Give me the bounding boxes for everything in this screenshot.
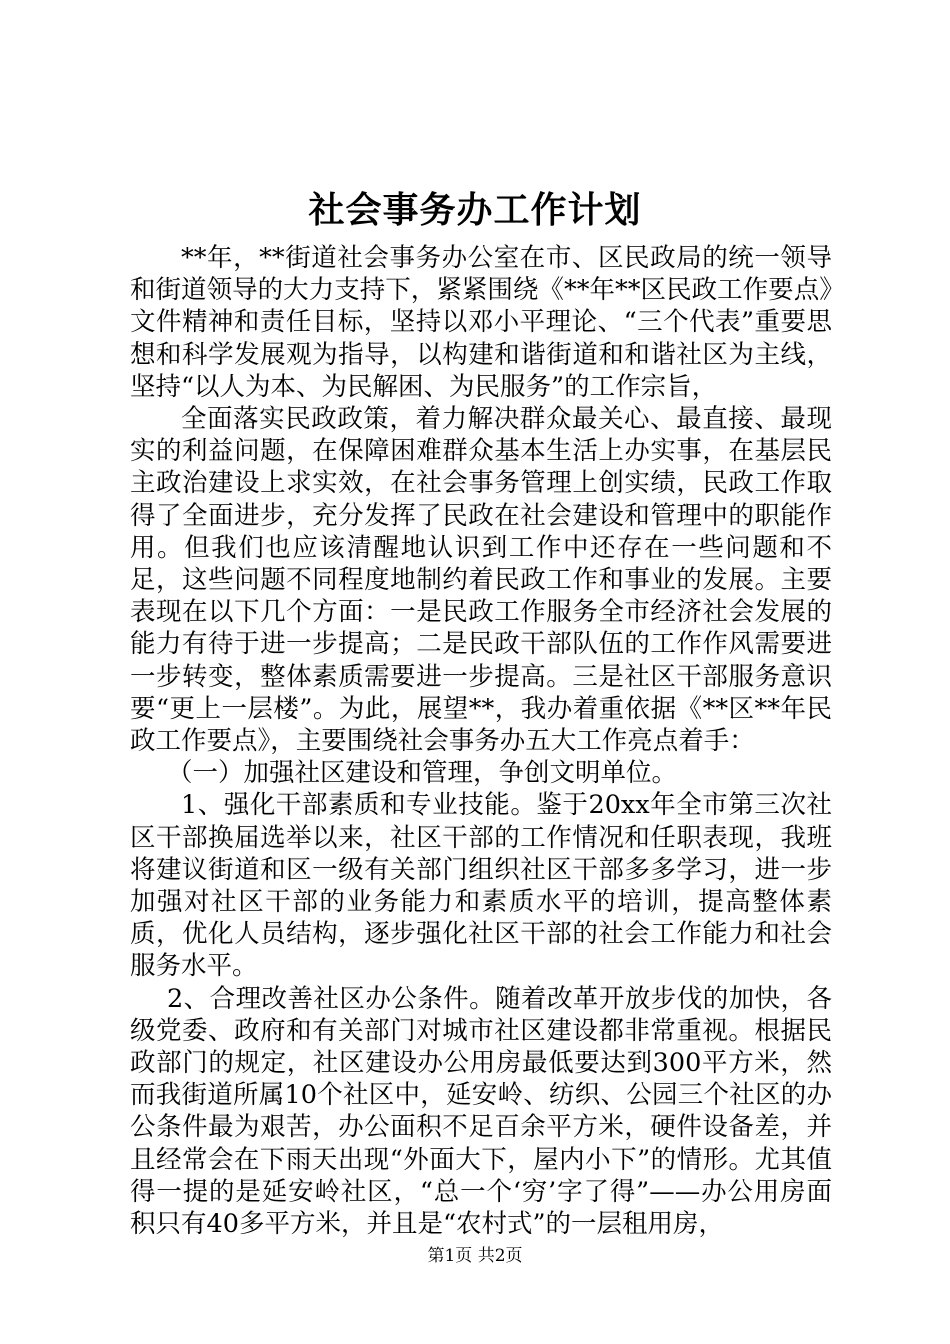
page-footer: 第1页 共2页 — [427, 1246, 523, 1266]
document-title: 社会事务办工作计划 — [308, 189, 642, 231]
paragraph-item-2: 2、合理改善社区办公条件。随着改革开放步伐的加快，各级党委、政府和有关部门对城市社区建设都非常重视。根据民政部门的规定，社区建设办公用房最低要达到300平方米，然而我街道所属10个社区中，延安岭、纺织、公园三个社区的办公条件最为艰苦，办公面积不足百余平方米，硬件设备差，并且经常会在下雨天出现“外面大下，屋内小下”的情形。尤其值得一提的是延安岭社区，“总一个‘穷’字了得”——办公用房面积只有40多平方米，并且是“农村式”的一层租用房， — [130, 983, 832, 1240]
section-heading-1: （一）加强社区建设和管理，争创文明单位。 — [167, 758, 678, 789]
paragraph-intro: **年，**街道社会事务办公室在市、区民政局的统一领导和街道领导的大力支持下，紧紧围绕《**年**区民政工作要点》文件精神和责任目标，坚持以邓小平理论、“三个代表”重要思想和科学发展观为指导，以构建和谐街道和和谐社区为主线，坚持“以人为本、为民解困、为民服务”的工作宗旨， — [130, 243, 832, 402]
paragraph-item-1: 1、强化干部素质和专业技能。鉴于20xx年全市第三次社区干部换届选举以来，社区干部的工作情况和任职表现，我班将建议街道和区一级有关部门组织社区干部多多学习，进一步加强对社区干部的业务能力和素质水平的培训，提高整体素质，优化人员结构，逐步强化社区干部的社会工作能力和社会服务水平。 — [130, 790, 832, 982]
paragraph-achievements: 全面落实民政政策，着力解决群众最关心、最直接、最现实的利益问题，在保障困难群众基本生活上办实事，在基层民主政治建设上求实效，在社会事务管理上创实绩，民政工作取得了全面进步，充分发挥了民政在社会建设和管理中的职能作用。但我们也应该清醒地认识到工作中还存在一些问题和不足，这些问题不同程度地制约着民政工作和事业的发展。主要表现在以下几个方面：一是民政工作服务全市经济社会发展的能力有待于进一步提高；二是民政干部队伍的工作作风需要进一步转变，整体素质需要进一步提高。三是社区干部服务意识要“更上一层楼”。为此，展望**，我办着重依据《**区**年民政工作要点》，主要围绕社会事务办五大工作亮点着手： — [130, 404, 832, 757]
document-body — [130, 242, 832, 1240]
